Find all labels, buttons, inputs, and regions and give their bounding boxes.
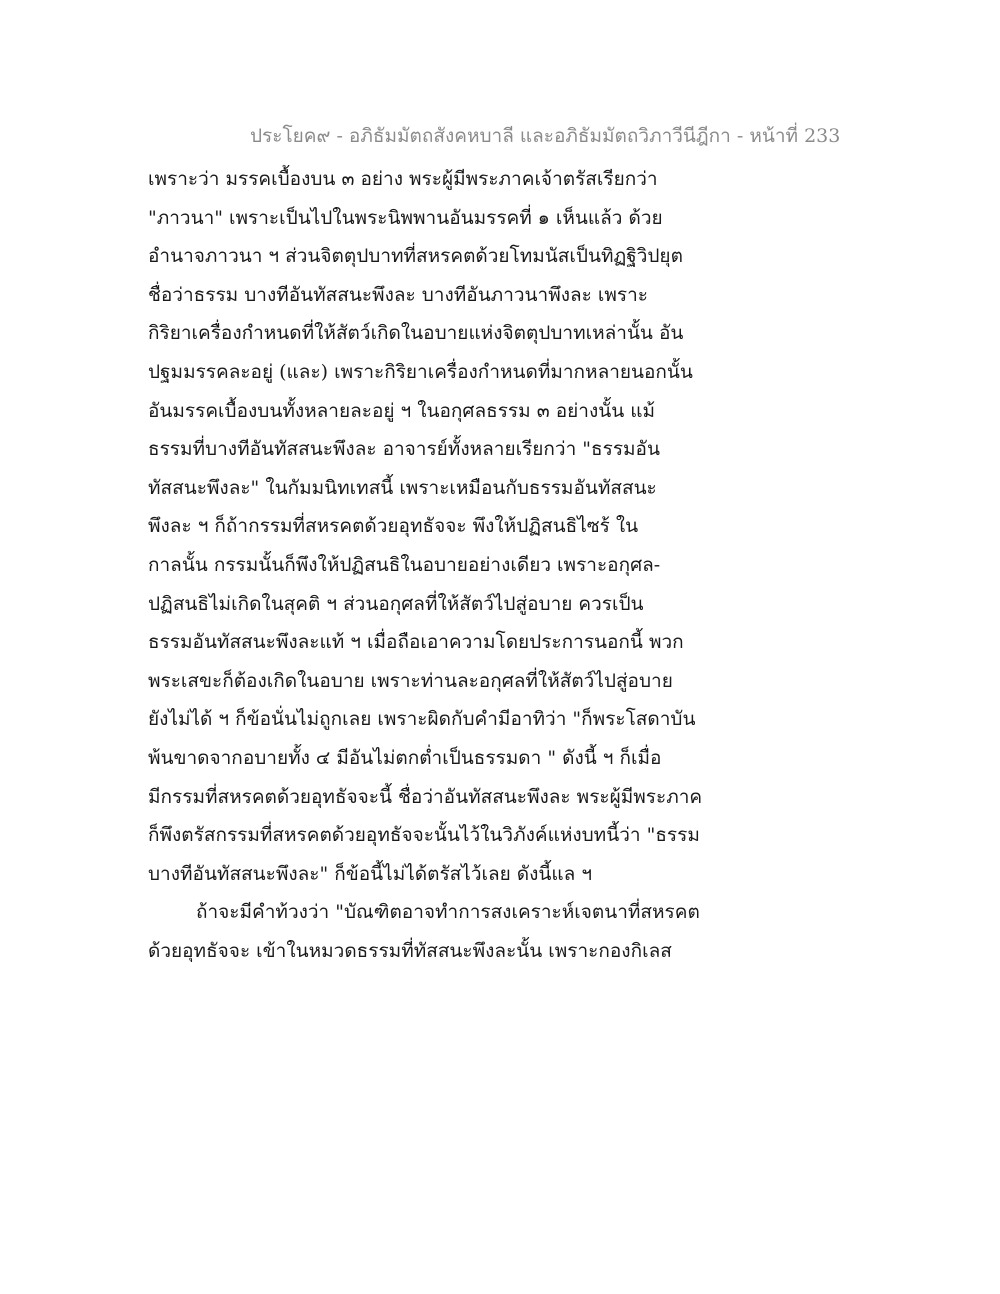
body-line-08: ธรรมที่บางทีอันทัสสนะพึงละ อาจารย์ทั้งหลายเรียกว่า "ธรรมอัน: [148, 438, 660, 461]
body-line-01: เพราะว่า มรรคเบื้องบน ๓ อย่าง พระผู้มีพระภาคเจ้าตรัสเรียกว่า: [148, 168, 658, 190]
body-line-04: ชื่อว่าธรรม บางทีอันทัสสนะพึงละ บางทีอันภาวนาพึงละ เพราะ: [148, 283, 648, 306]
page-body: [148, 160, 738, 970]
page-header: [250, 124, 841, 148]
body-line-15: ยังไม่ได้ ฯ ก็ข้อนั่นไม่ถูกเลย เพราะผิดกับคำมีอาทิว่า "ก็พระโสดาบัน: [148, 708, 696, 731]
body-line-03: อำนาจภาวนา ฯ ส่วนจิตตุปบาทที่สหรคตด้วยโทมนัสเป็นทิฏฐิวิปยุต: [148, 245, 683, 268]
body-line-18: ก็พึงตรัสกรรมที่สหรคตด้วยอุทธัจจะนั้นไว้ในวิภังค์แห่งบทนี้ว่า "ธรรม: [148, 824, 700, 847]
body-line-02: "ภาวนา" เพราะเป็นไปในพระนิพพานอันมรรคที่ ๑ เห็นแล้ว ด้วย: [148, 206, 663, 229]
body-line-21: ด้วยอุทธัจจะ เข้าในหมวดธรรมที่ทัสสนะพึงละนั้น เพราะกองกิเลส: [148, 939, 672, 962]
body-line-13: ธรรมอันทัสสนะพึงละแท้ ฯ เมื่อถือเอาความโดยประการนอกนี้ พวก: [148, 631, 684, 654]
body-line-11: กาลนั้น กรรมนั้นก็พึงให้ปฏิสนธิในอบายอย่างเดียว เพราะอกุศล-: [148, 553, 661, 576]
body-line-05: กิริยาเครื่องกำหนดที่ให้สัตว์เกิดในอบายแห่งจิตตุปบาทเหล่านั้น อัน: [148, 322, 684, 345]
body-line-10: พึงละ ฯ ก็ถ้ากรรมที่สหรคตด้วยอุทธัจจะ พึงให้ปฏิสนธิไซร้ ใน: [148, 515, 639, 538]
body-line-16: พ้นขาดจากอบายทั้ง ๔ มีอันไม่ตกต่ำเป็นธรรมดา " ดังนี้ ฯ ก็เมื่อ: [148, 746, 662, 769]
body-line-07: อันมรรคเบื้องบนทั้งหลายละอยู่ ฯ ในอกุศลธรรม ๓ อย่างนั้น แม้: [148, 399, 656, 422]
body-line-17: มีกรรมที่สหรคตด้วยอุทธัจจะนี้ ชื่อว่าอันทัสสนะพึงละ พระผู้มีพระภาค: [148, 785, 703, 808]
body-line-12: ปฏิสนธิไม่เกิดในสุคติ ฯ ส่วนอกุศลที่ให้สัตว์ไปสู่อบาย ควรเป็น: [148, 592, 644, 615]
body-line-14: พระเสขะก็ต้องเกิดในอบาย เพราะท่านละอกุศลที่ให้สัตว์ไปสู่อบาย: [148, 669, 673, 692]
body-line-06: ปฐมมรรคละอยู่ (และ) เพราะกิริยาเครื่องกำหนดที่มากหลายนอกนั้น: [148, 360, 693, 383]
body-line-19: บางทีอันทัสสนะพึงละ" ก็ข้อนี้ไม่ได้ตรัสไว้เลย ดังนี้แล ฯ: [148, 862, 593, 885]
body-line-09: ทัสสนะพึงละ" ในกัมมนิทเทสนี้ เพราะเหมือนกับธรรมอันทัสสนะ: [148, 476, 657, 499]
running-title: ประโยค๙ - อภิธัมมัตถสังคหบาลี และอภิธัมมัตถวิภาวีนีฎีกา - หน้าที่ 233: [250, 125, 841, 147]
body-line-20-paragraph-start: ถ้าจะมีคำท้วงว่า "บัณฑิตอาจทำการสงเคราะห์เจตนาที่สหรคต: [196, 901, 700, 924]
